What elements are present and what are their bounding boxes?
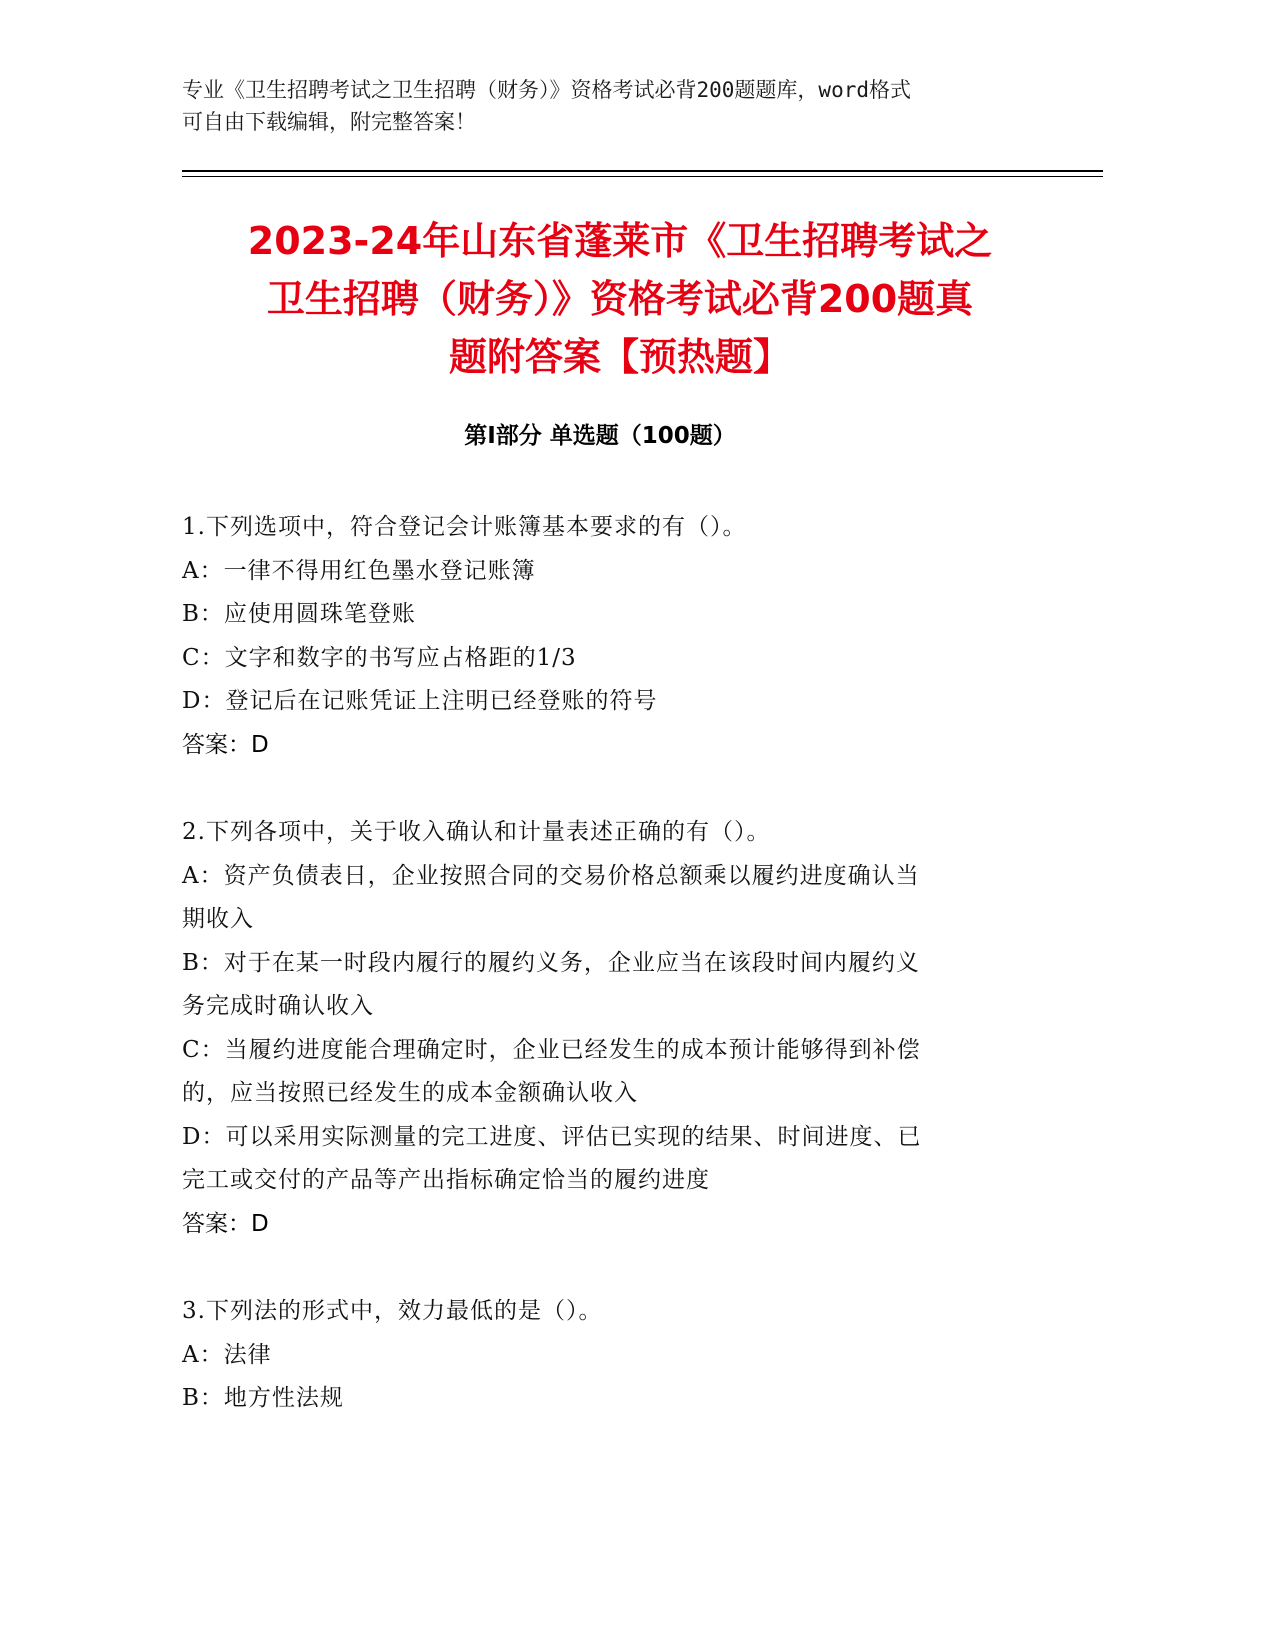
option-a: A：法律	[182, 1341, 272, 1368]
option-d: D：登记后在记账凭证上注明已经登账的符号	[182, 688, 658, 714]
option-d: D：可以采用实际测量的完工进度、评估已实现的结果、时间进度、已	[182, 1123, 922, 1150]
title-line-2: 卫生招聘（财务）》资格考试必背200题真	[266, 277, 974, 321]
section-heading: 第Ⅰ部分 单选题（100题）	[464, 423, 736, 449]
option-b: B：地方性法规	[182, 1385, 344, 1411]
title-line-1: 2023-24年山东省蓬莱市《卫生招聘考试之	[247, 219, 993, 263]
option-a: A：资产负债表日，企业按照合同的交易价格总额乘以履约进度确认当	[182, 862, 920, 889]
question-list	[182, 506, 1032, 1465]
option-d-continued: 完工或交付的产品等产出指标确定恰当的履约进度	[182, 1167, 710, 1193]
title-line-3: 题附答案【预热题】	[448, 335, 791, 379]
question-stem: 1.下列选项中，符合登记会计账簿基本要求的有（）。	[182, 514, 747, 540]
header-note-line-2: 可自由下载编辑，附完整答案！	[182, 110, 476, 134]
question-2	[182, 811, 1032, 1246]
answer: 答案：D	[182, 731, 269, 758]
answer: 答案：D	[182, 1210, 269, 1237]
option-a: A：一律不得用红色墨水登记账簿	[182, 557, 536, 584]
header-note	[182, 74, 1062, 138]
header-note-line-1: 专业《卫生招聘考试之卫生招聘（财务）》资格考试必背200题题库，word格式	[182, 78, 911, 102]
option-c: C：文字和数字的书写应占格距的1/3	[182, 644, 577, 671]
question-3	[182, 1290, 1032, 1421]
option-b: B：对于在某一时段内履行的履约义务，企业应当在该段时间内履约义	[182, 949, 920, 976]
option-c: C：当履约进度能合理确定时，企业已经发生的成本预计能够得到补偿	[182, 1036, 921, 1063]
option-a-continued: 期收入	[182, 906, 254, 932]
option-b: B：应使用圆珠笔登账	[182, 601, 416, 627]
question-stem: 3.下列法的形式中，效力最低的是（）。	[182, 1298, 603, 1324]
header-divider-thin	[182, 176, 1103, 177]
question-stem: 2.下列各项中，关于收入确认和计量表述正确的有（）。	[182, 819, 771, 845]
document-title	[180, 212, 1060, 386]
option-c-continued: 的，应当按照已经发生的成本金额确认收入	[182, 1080, 638, 1106]
question-1	[182, 506, 1032, 767]
option-b-continued: 务完成时确认收入	[182, 993, 374, 1019]
header-divider-thick	[182, 170, 1103, 172]
